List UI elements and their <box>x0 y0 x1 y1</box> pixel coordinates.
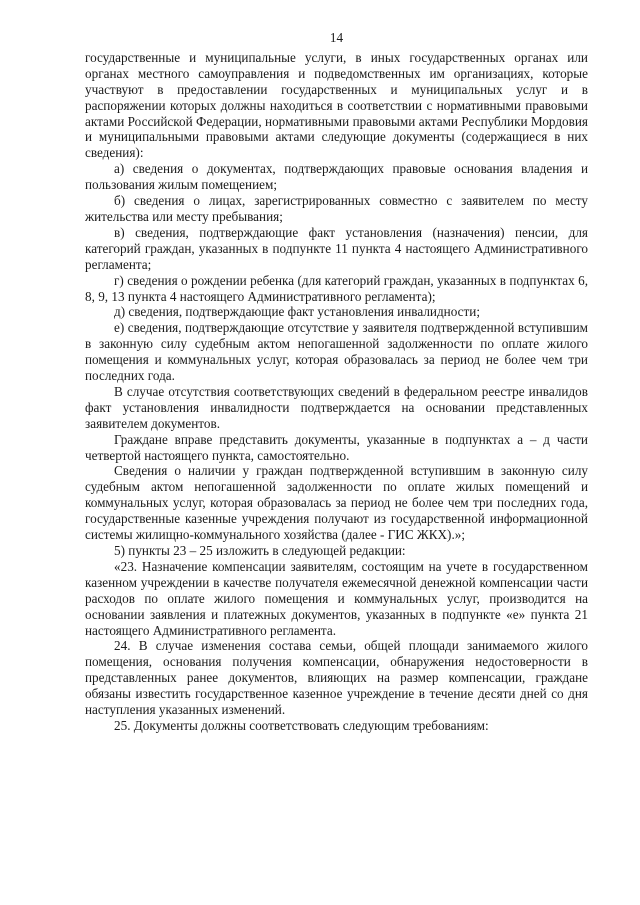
paragraph: д) сведения, подтверждающие факт установления инвалидности; <box>114 304 480 320</box>
paragraph: Сведения о наличии у граждан подтвержденной вступившим в законную силу судебным актом непогашенной задолженности по оплате жилых помещений и коммунальных услуг, которая образовалась за период не более чем три последних года, государственные казенные учреждения получают из государственной информационной системы жилищно-коммунального хозяйства (далее - ГИС ЖКХ).»; <box>85 463 588 543</box>
document-page <box>85 30 588 734</box>
document-body <box>85 50 588 734</box>
paragraph: Граждане вправе представить документы, указанные в подпунктах а – д части четвертой настоящего пункта, самостоятельно. <box>85 431 588 463</box>
paragraph: 24. В случае изменения состава семьи, общей площади занимаемого жилого помещения, основания получения компенсации, обнаружения недостоверности в представленных ранее документов, влияющих на размер компенсации, граждане обязаны известить государственное казенное учреждение в течение десяти дней со дня наступления указанных изменений. <box>85 638 588 718</box>
paragraph: в) сведения, подтверждающие факт установления (назначения) пенсии, для категорий граждан, указанных в подпункте 11 пункта 4 настоящего Административного регламента; <box>85 224 588 272</box>
paragraph: В случае отсутствия соответствующих сведений в федеральном реестре инвалидов факт установления инвалидности подтверждается на основании представленных заявителем документов. <box>85 383 588 431</box>
paragraph: е) сведения, подтверждающие отсутствие у заявителя подтвержденной вступившим в законную силу судебным актом непогашенной задолженности по оплате жилого помещения и коммунальных услуг, которая образовалась за период не более чем три последних года. <box>85 320 588 384</box>
paragraph: г) сведения о рождении ребенка (для категорий граждан, указанных в подпунктах 6, 8, 9, 13 пункта 4 настоящего Административного регламента); <box>85 272 588 304</box>
paragraph: 5) пункты 23 – 25 изложить в следующей редакции: <box>114 543 406 558</box>
paragraph: 25. Документы должны соответствовать следующим требованиям: <box>114 717 489 733</box>
paragraph: «23. Назначение компенсации заявителям, состоящим на учете в государственном казенном учреждении в качестве получателя ежемесячной денежной компенсации части расходов по оплате жилого помещения и коммунальных услуг, производится на основании заявления и платежных документов, указанных в подпункте «е» пункта 21 настоящего Административного регламента. <box>85 558 588 638</box>
paragraph: а) сведения о документах, подтверждающих правовые основания владения и пользования жилым помещением; <box>85 161 588 193</box>
paragraph: государственные и муниципальные услуги, в иных государственных органах или органах местного самоуправления и подведомственных им организациях, которые участвуют в предоставлении государственных и муниципальных услуг и в распоряжении которых должны находиться в соответствии с нормативными правовыми актами Российской Федерации, нормативными правовыми актами Республики Мордовия и муниципальными правовыми актами следующие документы (содержащиеся в них сведения): <box>85 49 588 161</box>
page-number: 14 <box>329 30 344 45</box>
paragraph: б) сведения о лицах, зарегистрированных совместно с заявителем по месту жительства или месту пребывания; <box>85 193 588 224</box>
